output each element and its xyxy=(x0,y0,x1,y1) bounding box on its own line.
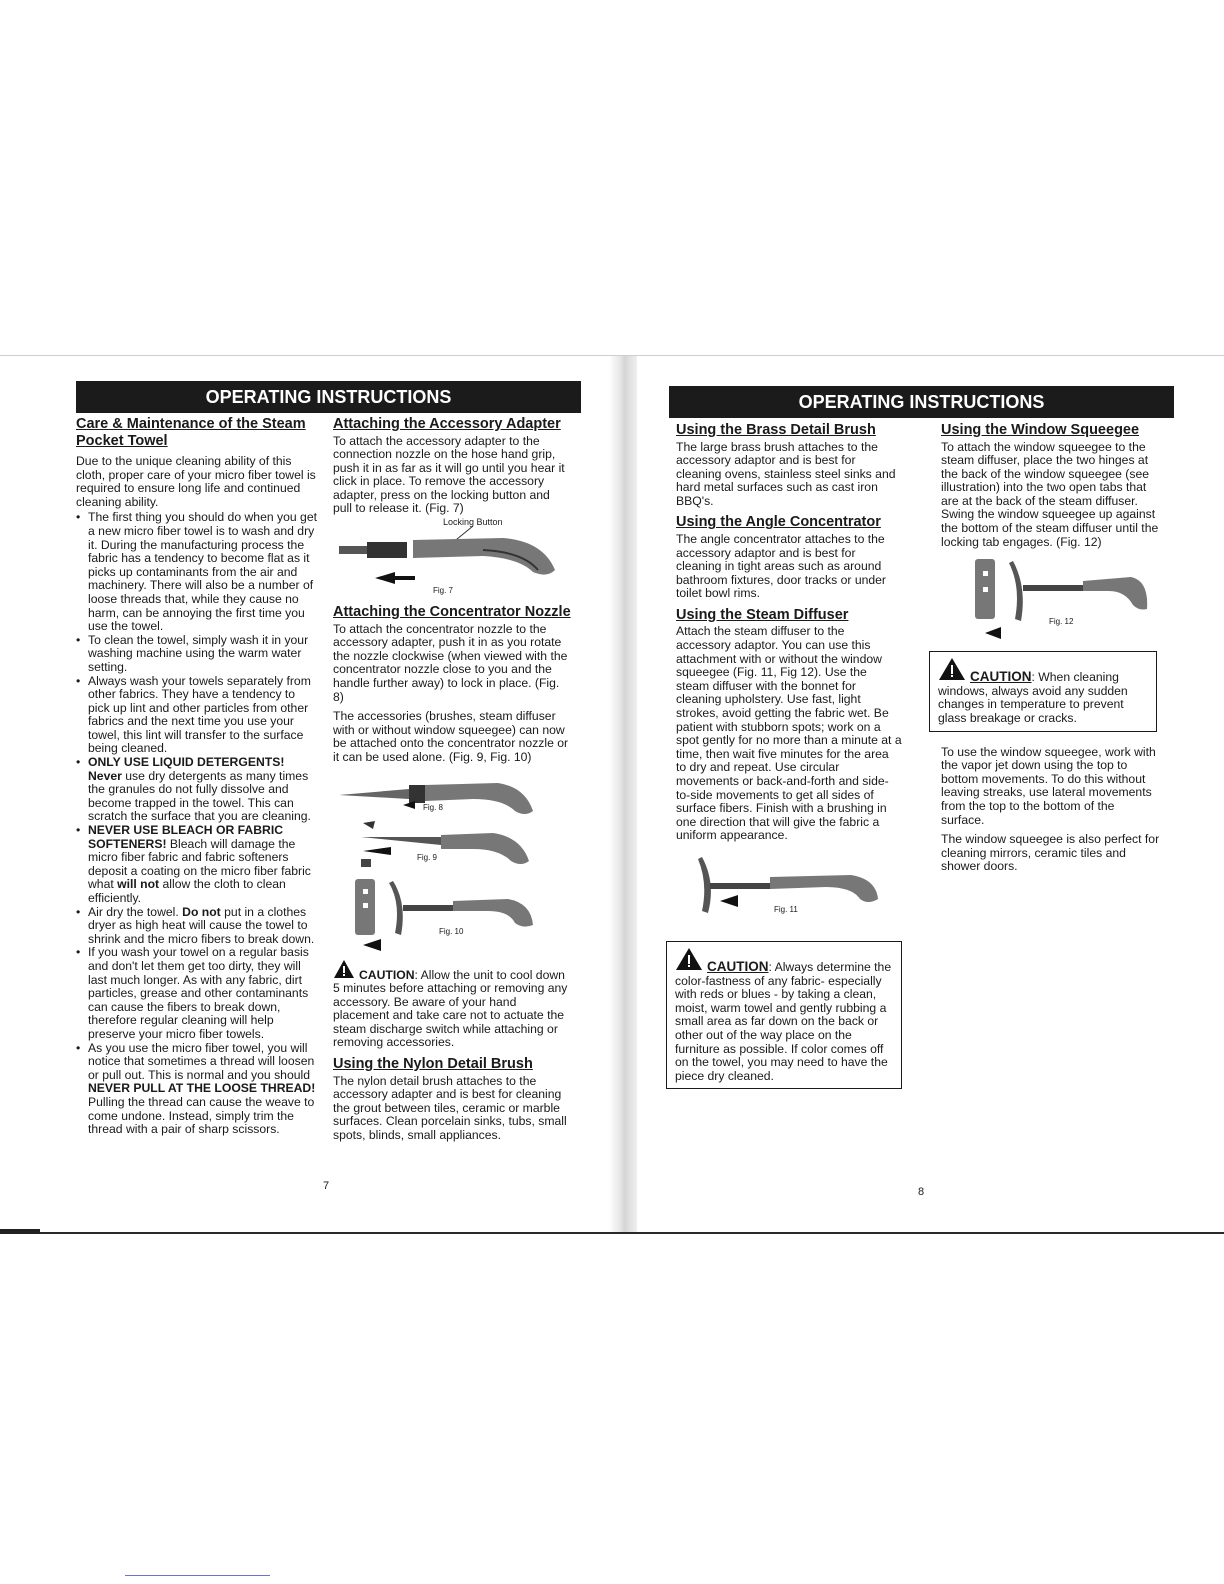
care-intro: Due to the unique cleaning ability of this cloth, proper care of your micro fiber towel is required to ensure long life and continued cleaning ability. xyxy=(76,454,316,509)
list-item xyxy=(76,634,320,675)
diffuser-body: Attach the steam diffuser to the accessory adaptor. You can use this attachment with or without the window squeegee (Fig. 11, Fig 12). Use the steam diffuser with the bonnet for cleaning upholstery. Use fast, light strokes, avoid getting the fabric wet. Be patient with stubborn spots; work on a spot gently for no more than a minute at a time, then wait five minutes for the area to dry and repeat. Use circular movements or back-and-forth and side-to-side movements to get all sides of surface fibers. Finish with a brushing in one direction that will give the fabric a uniform appearance. xyxy=(676,624,902,843)
care-bullet-7-text: If you wash your towel on a regular basis and don't let them get too dirty, they will last much longer. As with any fabric, dirt particles, grease and other contaminants can cause the fibers to break down, therefore regular cleaning will help preserve your micro fiber towels. xyxy=(88,945,309,1041)
page7-column-1 xyxy=(76,416,320,1137)
page7-banner: OPERATING INSTRUCTIONS xyxy=(76,381,581,413)
fig7-illustration xyxy=(333,516,571,604)
diffuser-heading: Using the Steam Diffuser xyxy=(676,606,849,623)
fig9-label: Fig. 9 xyxy=(417,852,438,862)
fig10-drawing xyxy=(333,873,571,953)
page-number-7: 7 xyxy=(323,1180,330,1192)
care-bullet-8-bold: NEVER PULL AT THE LOOSE THREAD! xyxy=(88,1081,316,1096)
caution-window-box xyxy=(929,651,1157,731)
care-bullet-5-bold: NEVER USE BLEACH OR FABRIC SOFTENERS! xyxy=(88,823,284,851)
care-bullet-6-do-not: Do not xyxy=(182,904,221,919)
care-bullet-4-text: use dry detergents as many times the granules do not fully dissolve and become trapped in the towel. This can scratch the surface that you are cleaning. xyxy=(88,768,311,824)
adapter-heading: Attaching the Accessory Adapter xyxy=(333,416,561,432)
fig12-illustration xyxy=(941,555,1161,645)
care-bullet-4-bold: ONLY USE LIQUID DETERGENTS! xyxy=(88,755,285,770)
page-bottom-edge xyxy=(0,1232,1224,1234)
caution-fabric-box xyxy=(666,941,902,1089)
warning-icon xyxy=(938,657,966,685)
fig9-illustration xyxy=(333,819,571,873)
caution-body: : Allow the unit to cool down 5 minutes before attaching or removing any accessory. Be aware of your hand placement and take care not to actuate the steam discharge switch while attaching or removing accessories. xyxy=(333,967,568,1050)
care-bullet-8-text-a: As you use the micro fiber towel, you will notice that sometimes a thread will loosen or pull out. This is normal and you should xyxy=(88,1040,315,1082)
caution-cool-down xyxy=(333,959,571,1051)
list-item xyxy=(76,511,320,633)
care-bullet-6-text-b: put in a clothes dryer as high heat will cause the towel to shrink and the micro fibers to break down. xyxy=(88,904,315,946)
list-item xyxy=(76,675,320,757)
care-bullet-3-text: Always wash your towels separately from other fabrics. They have a tendency to pick up lint and other particles from other fabrics and the next time you use your towel, this lint will transfer to the surface being cleaned. xyxy=(88,673,311,756)
fig11-label: Fig. 11 xyxy=(774,904,798,914)
page7-column-2 xyxy=(333,416,571,1149)
brass-heading: Using the Brass Detail Brush xyxy=(676,422,876,438)
care-bullet-6-text-a: Air dry the towel. xyxy=(88,904,183,919)
caution-title: CAUTION xyxy=(359,967,415,982)
fig12-drawing xyxy=(941,555,1161,645)
adapter-body: To attach the accessory adapter to the connection nozzle on the hose hand grip, push it in as far as it will go until you hear it click in place. To remove the accessory adapter, press on the locking button and pull to release it. (Fig. 7) xyxy=(333,433,565,516)
caution-window-body: : When cleaning windows, always avoid any sudden changes in temperature to prevent glass breakage or cracks. xyxy=(938,670,1128,726)
fig7-label: Fig. 7 xyxy=(433,586,454,596)
binding-gutter xyxy=(609,356,637,1232)
list-item xyxy=(76,824,320,906)
warning-icon xyxy=(333,959,355,983)
squeegee-heading: Using the Window Squeegee xyxy=(941,422,1140,438)
fig8-drawing xyxy=(333,765,571,819)
fig11-illustration xyxy=(676,853,902,927)
angle-body: The angle concentrator attaches to the accessory adaptor and is best for cleaning in tight areas such as around bathroom fixtures, door tracks or under toilet bowl rims. xyxy=(676,531,886,601)
care-bullet-list xyxy=(76,511,320,1136)
caution-fabric-title: CAUTION xyxy=(707,958,769,974)
page-number-8: 8 xyxy=(918,1186,925,1198)
squeegee-body: To attach the window squeegee to the steam diffuser, place the two hinges at the back of the window squeegee (see illustration) into the two open tabs that are at the back of the steam diffuser. Swing the window squeegee up against the bottom of the steam diffuser until the locking tab engages. (Fig. 12) xyxy=(941,439,1159,549)
concentrator-heading: Attaching the Concentrator Nozzle xyxy=(333,604,571,621)
care-bullet-1-text: The first thing you should do when you get a new micro fiber towel is to wash and dry it. During the manufacturing process the fabric has a tendency to become flat as it picks up contaminants from the air and machinery. There will also be a number of loose threads that, while they cause no harm, can be annoying the first time you use the towel. xyxy=(88,510,317,634)
fig8-label: Fig. 8 xyxy=(423,802,444,812)
concentrator-body-1: To attach the concentrator nozzle to the accessory adapter, push it in as you rotate the nozzle clockwise (when viewed with the concentrator nozzle close to you and the handle further away) to lock in place. (Fig. 8) xyxy=(333,621,568,704)
nylon-body: The nylon detail brush attaches to the accessory adapter and is best for cleaning the grout between tiles, ceramic or marble surfaces. Clean porcelain sinks, tubs, small spots, blinds, small appliances. xyxy=(333,1073,567,1142)
care-bullet-5-will-not: will not xyxy=(117,877,160,892)
care-bullet-5-text-a: Bleach will damage the micro fiber fabric and fabric softeners deposit a coating on the micro fiber fabric what xyxy=(88,836,311,892)
squeegee-body-2: To use the window squeegee, work with the vapor jet down using the top to bottom movements. To do this without leaving streaks, use lateral movements from the top to the bottom of the surface. xyxy=(941,744,1156,827)
page-bottom-edge-mark xyxy=(0,1229,40,1234)
caution-fabric-body: : Always determine the color-fastness of any fabric- especially with reds or blues - by taking a clean, moist, warm towel and gently rubbing a small area as far down on the back or other out of the way place on the furniture as possible. If color comes off on the towel, you may need to have the piece dry cleaned. xyxy=(675,959,892,1083)
warning-icon xyxy=(675,947,703,975)
brass-body: The large brass brush attaches to the accessory adaptor and is best for cleaning ovens, stainless steel sinks and hard metal surfaces such as cast iron BBQ's. xyxy=(676,439,896,508)
list-item xyxy=(76,906,320,947)
angle-heading: Using the Angle Concentrator xyxy=(676,514,881,531)
locking-button-label: Locking Button xyxy=(443,517,503,528)
care-bullet-8-text-b: Pulling the thread can cause the weave to come undone. Instead, simply trim the thread with a pair of sharp scissors. xyxy=(88,1094,315,1137)
list-item xyxy=(76,756,320,824)
concentrator-body-2: The accessories (brushes, steam diffuser with or without window squeegee) can now be attached onto the concentrator nozzle or it can be used alone. (Fig. 9, Fig. 10) xyxy=(333,709,569,764)
list-item xyxy=(76,946,320,1041)
care-bullet-5-text-b: allow the cloth to clean efficiently. xyxy=(88,877,286,905)
care-bullet-4-never: Never xyxy=(88,768,122,783)
nylon-heading: Using the Nylon Detail Brush xyxy=(333,1056,533,1073)
page8-banner: OPERATING INSTRUCTIONS xyxy=(669,386,1174,418)
fig12-label: Fig. 12 xyxy=(1049,617,1074,627)
caution-window-title: CAUTION xyxy=(970,669,1032,685)
page8-column-1 xyxy=(676,422,902,1089)
care-bullet-2-text: To clean the towel, simply wash it in your washing machine using the warm water setting. xyxy=(88,632,309,674)
squeegee-body-3: The window squeegee is also perfect for cleaning mirrors, ceramic tiles and shower doors. xyxy=(941,832,1160,874)
fig9-drawing xyxy=(333,819,571,873)
scan-artifact-line xyxy=(125,1575,270,1576)
care-heading: Care & Maintenance of the Steam Pocket Towel xyxy=(76,416,306,449)
fig10-illustration xyxy=(333,873,571,953)
list-item xyxy=(76,1042,320,1137)
fig10-label: Fig. 10 xyxy=(439,926,464,936)
page8-column-2 xyxy=(938,422,1161,880)
fig8-illustration xyxy=(333,765,571,819)
